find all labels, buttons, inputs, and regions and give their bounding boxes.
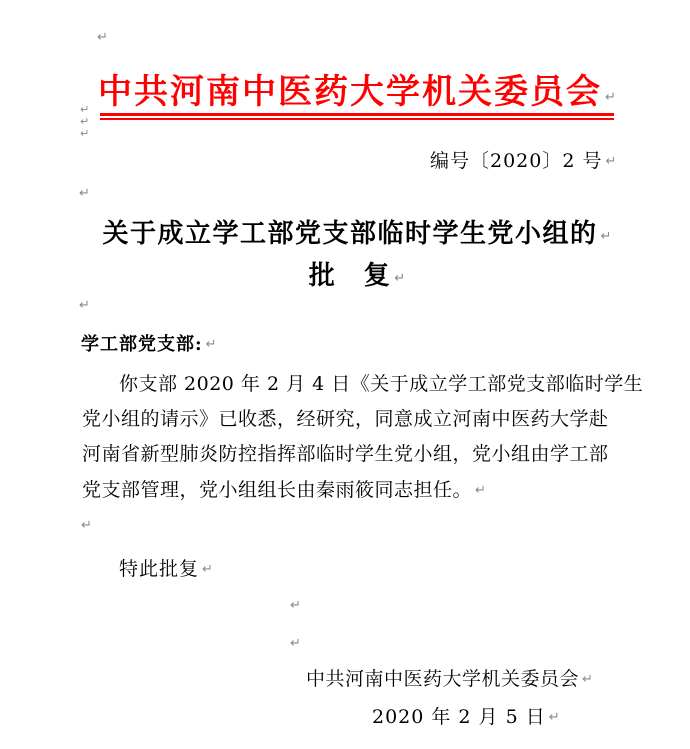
red-double-rule: [100, 113, 614, 120]
paragraph-mark: ↵: [205, 337, 217, 352]
date-text: 2020 年 2 月 5 日: [372, 706, 546, 728]
signature-date: [372, 702, 560, 729]
paragraph-mark: ↵: [394, 271, 406, 286]
document-title-line1: [25, 213, 689, 250]
paragraph-mark: ↵: [97, 30, 108, 45]
paragraph-mark: ↵: [80, 115, 90, 128]
document-number: [430, 146, 616, 173]
signature-text: 中共河南中医药大学机关委员会: [306, 668, 580, 690]
body-paragraph-line: 党小组的请示》已收悉，经研究，同意成立河南中医药大学赴: [82, 408, 609, 430]
paragraph-mark: ↵: [80, 103, 90, 116]
paragraph-mark: ↵: [80, 127, 90, 140]
document-title-line2: [25, 255, 689, 292]
paragraph-mark-stack: [80, 104, 89, 140]
paragraph-mark: ↵: [582, 672, 593, 687]
body-paragraph-line: 你支部 2020 年 2 月 4 日《关于成立学工部党支部临时学生: [119, 373, 644, 395]
paragraph-mark: ↵: [600, 229, 612, 244]
body-paragraph-line-text: 党支部管理，党小组组长由秦雨筱同志担任。: [82, 479, 473, 501]
body-paragraph-line: [82, 475, 486, 502]
paragraph-mark: ↵: [605, 90, 616, 105]
paragraph-mark: ↵: [475, 483, 486, 498]
red-letterhead-title: [25, 64, 689, 113]
paragraph-mark: ↵: [202, 562, 213, 577]
paragraph-mark: ↵: [81, 518, 92, 533]
salutation-text: 学工部党支部:: [81, 334, 203, 355]
paragraph-mark: ↵: [79, 298, 90, 313]
document-number-text: 编号〔2020〕2 号: [430, 150, 603, 172]
body-paragraph-line: 河南省新型肺炎防控指挥部临时学生党小组，党小组由学工部: [82, 443, 609, 465]
paragraph-mark: ↵: [548, 710, 560, 725]
org-header-text: 中共河南中医药大学机关委员会: [98, 72, 603, 112]
closing-phrase: [119, 554, 213, 581]
salutation: [81, 330, 217, 356]
paragraph-mark: ↵: [290, 598, 301, 613]
paragraph-mark: ↵: [290, 636, 301, 651]
paragraph-mark: ↵: [605, 154, 617, 169]
title-line1-text: 关于成立学工部党支部临时学生党小组的: [102, 219, 598, 249]
closing-text: 特此批复: [119, 558, 200, 580]
title-line2-text: 批 复: [308, 261, 392, 291]
paragraph-mark: ↵: [79, 186, 90, 201]
signature-org: [306, 664, 593, 691]
